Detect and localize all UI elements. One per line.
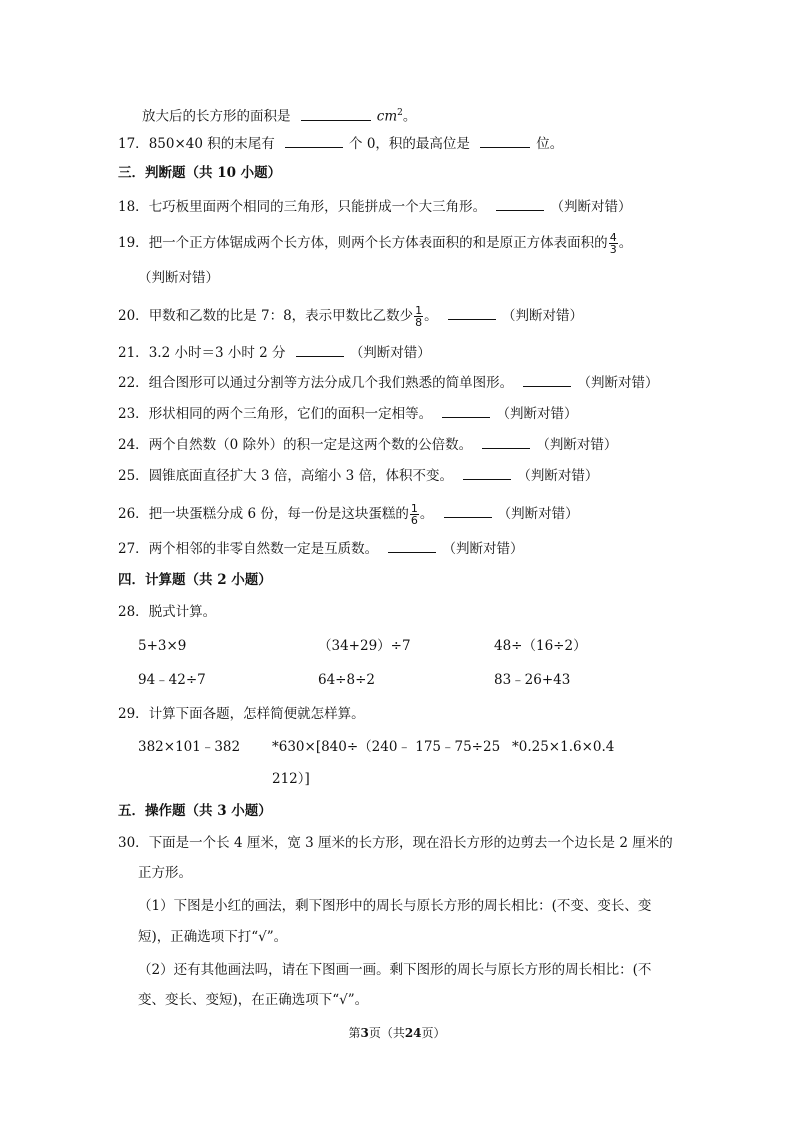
judge-hint: （判断对错） bbox=[496, 406, 578, 422]
q29-text: 计算下面各题，怎样简便就怎样算。 bbox=[148, 706, 365, 722]
answer-blank[interactable] bbox=[301, 106, 371, 121]
question-number: 22． bbox=[118, 375, 149, 391]
question-number: 23． bbox=[118, 406, 149, 422]
question-19 bbox=[118, 232, 632, 255]
q21-text: 3.2 小时＝3 小时 2 分 bbox=[148, 345, 286, 361]
question-22 bbox=[118, 372, 658, 393]
calc-expression: 94﹣42÷7 bbox=[138, 672, 206, 688]
q30-part1-line1: （1）下图是小红的画法，剩下图形中的周长与原长方形的周长相比：(不变、变长、变 bbox=[138, 898, 652, 914]
judge-hint: （判断对错） bbox=[577, 375, 659, 391]
question-26 bbox=[118, 503, 579, 526]
q30-part1-line2: 短)，正确选项下打“√”。 bbox=[138, 929, 288, 945]
question-number: 28． bbox=[118, 604, 149, 620]
q30-text-line1: 下面是一个长 4 厘米，宽 3 厘米的长方形，现在沿长方形的边剪去一个边长是 2 厘米的 bbox=[148, 835, 673, 851]
question-number: 19． bbox=[118, 235, 149, 251]
answer-blank[interactable] bbox=[444, 503, 492, 518]
judge-hint: （判断对错） bbox=[501, 308, 583, 324]
calc-expression: 5+3×9 bbox=[138, 638, 187, 654]
unit-exp: 2 bbox=[397, 108, 403, 118]
question-number: 25． bbox=[118, 468, 149, 484]
answer-blank[interactable] bbox=[442, 403, 490, 418]
page-number: 3 bbox=[360, 1026, 369, 1040]
judge-hint: （判断对错） bbox=[442, 541, 524, 557]
q16-tail bbox=[142, 103, 416, 127]
answer-blank[interactable] bbox=[482, 434, 530, 449]
fraction: $\frac{4}{3}$ bbox=[609, 231, 617, 256]
calc-expression: 64÷8÷2 bbox=[318, 672, 375, 688]
judge-hint: （判断对错） bbox=[349, 345, 431, 361]
q27-text: 两个相邻的非零自然数一定是互质数。 bbox=[148, 541, 379, 557]
unit: cm bbox=[376, 108, 398, 125]
calc-expression: *630×[840÷（240﹣ 175﹣75÷25 bbox=[272, 739, 501, 755]
answer-blank[interactable] bbox=[463, 465, 511, 480]
q25-text: 圆锥底面直径扩大 3 倍，高缩小 3 倍，体积不变。 bbox=[148, 468, 454, 484]
q17-text-b: 个 0，积的最高位是 bbox=[349, 136, 470, 152]
question-18 bbox=[118, 196, 631, 217]
judge-hint: （判断对错） bbox=[550, 199, 632, 215]
footer-text: 页（共 bbox=[368, 1026, 405, 1040]
q22-text: 组合图形可以通过分割等方法分成几个我们熟悉的简单图形。 bbox=[148, 375, 514, 391]
fraction: $\frac{1}{6}$ bbox=[410, 502, 418, 527]
answer-blank[interactable] bbox=[388, 538, 436, 553]
question-21 bbox=[118, 342, 431, 363]
answer-blank[interactable] bbox=[296, 342, 344, 357]
question-number: 18． bbox=[118, 199, 149, 215]
footer-text: 第 bbox=[348, 1026, 361, 1040]
q19-text: 把一个正方体锯成两个长方体，则两个长方体表面积的和是原正方体表面积的 bbox=[148, 235, 608, 251]
question-number: 17． bbox=[118, 136, 149, 152]
q17-text-a: 850×40 积的末尾有 bbox=[148, 136, 275, 152]
judge-hint: （判断对错） bbox=[497, 506, 579, 522]
q20-text: 甲数和乙数的比是 7：8，表示甲数比乙数少 bbox=[148, 308, 414, 324]
q16-text: 放大后的长方形的面积是 bbox=[142, 108, 291, 125]
q18-text: 七巧板里面两个相同的三角形，只能拼成一个大三角形。 bbox=[148, 199, 487, 215]
q30-text-line2: 正方形。 bbox=[138, 865, 192, 881]
question-24 bbox=[118, 434, 617, 455]
question-30 bbox=[118, 833, 673, 853]
question-number: 27． bbox=[118, 541, 149, 557]
question-number: 24． bbox=[118, 437, 149, 453]
calc-expression: 382×101﹣382 bbox=[138, 739, 241, 755]
answer-blank[interactable] bbox=[496, 196, 544, 211]
calc-expression-cont: 212）] bbox=[272, 771, 310, 787]
question-29 bbox=[118, 704, 365, 724]
page-footer bbox=[0, 1024, 794, 1041]
question-number: 26． bbox=[118, 506, 149, 522]
q30-part2-line1: （2）还有其他画法吗，请在下图画一画。剩下图形的周长与原长方形的周长相比：(不 bbox=[138, 962, 652, 978]
footer-text: 页） bbox=[421, 1026, 446, 1040]
fraction: $\frac{1}{8}$ bbox=[415, 304, 423, 329]
page-total: 24 bbox=[404, 1026, 422, 1040]
question-number: 20． bbox=[118, 308, 149, 324]
answer-blank[interactable] bbox=[523, 372, 571, 387]
question-25 bbox=[118, 465, 598, 486]
question-28 bbox=[118, 602, 216, 622]
question-number: 30． bbox=[118, 835, 149, 851]
calc-expression: 48÷（16÷2） bbox=[494, 638, 587, 654]
question-27 bbox=[118, 538, 523, 559]
q26-text: 把一块蛋糕分成 6 份，每一份是这块蛋糕的 bbox=[148, 506, 409, 522]
question-20 bbox=[118, 305, 583, 328]
question-23 bbox=[118, 403, 577, 424]
end: 。 bbox=[402, 108, 417, 125]
answer-blank[interactable] bbox=[285, 133, 343, 148]
question-number: 21． bbox=[118, 345, 149, 361]
answer-blank[interactable] bbox=[448, 305, 496, 320]
judge-hint: （判断对错） bbox=[517, 468, 599, 484]
q17-text-c: 位。 bbox=[536, 136, 564, 152]
end: 。 bbox=[419, 506, 434, 522]
end: 。 bbox=[424, 308, 438, 324]
q23-text: 形状相同的两个三角形，它们的面积一定相等。 bbox=[148, 406, 433, 422]
section-4-heading: 四．计算题（共 2 小题） bbox=[118, 572, 272, 588]
q24-text: 两个自然数（0 除外）的积一定是这两个数的公倍数。 bbox=[148, 437, 473, 453]
question-17 bbox=[118, 133, 563, 154]
section-3-heading: 三．判断题（共 10 小题） bbox=[118, 165, 282, 181]
judge-hint: （判断对错） bbox=[536, 437, 618, 453]
end: 。 bbox=[618, 235, 633, 251]
q30-part2-line2: 变、变长、变短)，在正确选项下“√”。 bbox=[138, 992, 369, 1008]
calc-expression: 83﹣26+43 bbox=[494, 672, 571, 688]
calc-expression: *0.25×1.6×0.4 bbox=[512, 739, 615, 755]
calc-expression: （34+29）÷7 bbox=[318, 638, 411, 654]
question-number: 29． bbox=[118, 706, 149, 722]
answer-blank[interactable] bbox=[480, 133, 530, 148]
section-5-heading: 五．操作题（共 3 小题） bbox=[118, 803, 272, 819]
q28-text: 脱式计算。 bbox=[148, 604, 217, 620]
judge-hint: （判断对错） bbox=[138, 270, 219, 286]
